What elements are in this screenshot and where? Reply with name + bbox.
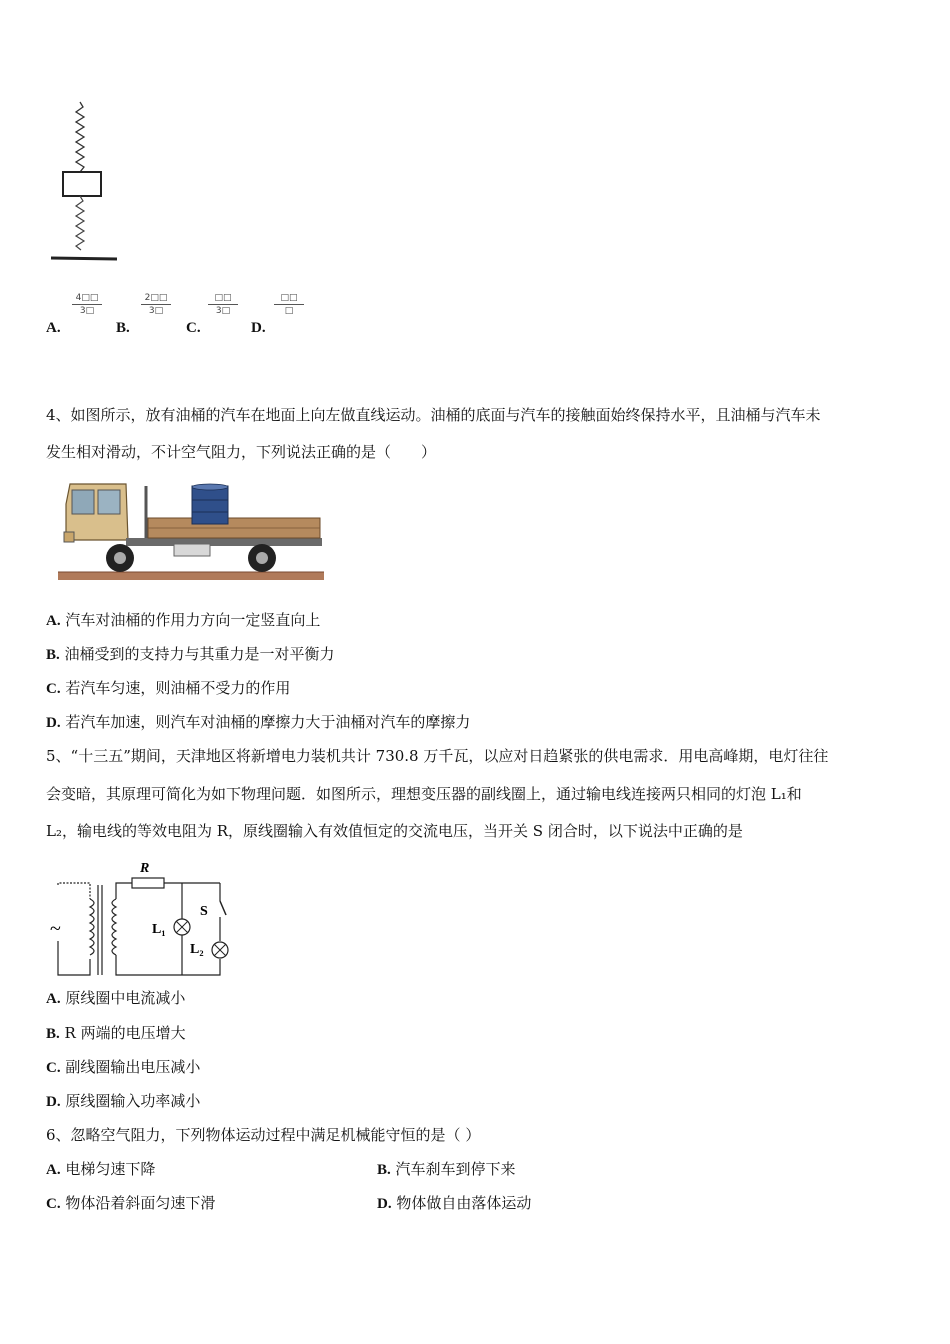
switch-label: S	[200, 904, 208, 919]
q5-option-c	[46, 1057, 200, 1078]
q3-option-a-fraction	[72, 292, 102, 317]
q4-option-b-letter: B.	[46, 647, 60, 663]
q6-stem: 6、忽略空气阻力，下列物体运动过程中满足机械能守恒的是（ ）	[46, 1126, 481, 1144]
q5-option-d	[46, 1091, 200, 1112]
q4-option-a-text: 汽车对油桶的作用力方向一定竖直向上	[65, 611, 321, 629]
q4-option-d-text: 若汽车加速，则汽车对油桶的摩擦力大于油桶对汽车的摩擦力	[65, 713, 471, 731]
q4-option-a	[46, 610, 320, 631]
q4-stem-line1: 4、如图所示，放有油桶的汽车在地面上向左做直线运动。油桶的底面与汽车的接触面始终保持水平，且油桶与汽车未	[46, 406, 821, 424]
lamp-l1-label: L₁	[152, 922, 166, 937]
q4-option-c-text: 若汽车匀速，则油桶不受力的作用	[65, 679, 291, 697]
q3-option-c-denominator: 3□	[215, 306, 231, 316]
resistor-label: R	[140, 861, 150, 876]
q6-option-b-letter: B.	[377, 1162, 391, 1178]
q5-stem-line1: 5、“十三五”期间，天津地区将新增电力装机共计 730.8 万千瓦，以应对日趋紧张的供电需求．用电高峰期，电灯往往	[46, 747, 829, 765]
q3-option-c-numerator: □□	[208, 292, 238, 305]
q5-option-b-letter: B.	[46, 1026, 60, 1042]
truck-figure	[56, 480, 328, 584]
q3-option-c-letter: C.	[186, 320, 201, 336]
ac-source-symbol: ~	[50, 918, 61, 940]
q4-option-d	[46, 712, 470, 733]
q5-option-a	[46, 988, 185, 1009]
q4-option-b-text: 油桶受到的支持力与其重力是一对平衡力	[64, 645, 335, 663]
q3-option-b-fraction	[141, 292, 171, 317]
q6-option-d-text: 物体做自由落体运动	[396, 1194, 532, 1212]
circuit-figure	[44, 855, 234, 980]
q5-option-b-text: R 两端的电压增大	[64, 1024, 186, 1042]
q6-option-c	[46, 1193, 215, 1214]
q6-option-a-letter: A.	[46, 1162, 61, 1178]
q3-option-a-denominator: 3□	[79, 306, 95, 316]
q4-option-c-letter: C.	[46, 681, 61, 697]
q3-option-c-fraction	[208, 292, 238, 317]
lamp-l2-label: L₂	[190, 942, 204, 957]
q3-option-a-numerator: 4□□	[72, 292, 102, 305]
q6-option-d	[377, 1193, 531, 1214]
q6-option-a	[46, 1159, 155, 1180]
q3-option-b-denominator: 3□	[148, 306, 164, 316]
q3-option-b-letter: B.	[116, 320, 130, 336]
q3-option-a-letter: A.	[46, 320, 61, 336]
q3-option-d-denominator: □	[284, 306, 294, 316]
q5-option-d-letter: D.	[46, 1094, 61, 1110]
q4-option-b	[46, 644, 335, 665]
q6-option-b-text: 汽车刹车到停下来	[395, 1160, 516, 1178]
q5-option-a-letter: A.	[46, 991, 61, 1007]
q4-stem-line2: 发生相对滑动，不计空气阻力，下列说法正确的是（ ）	[46, 443, 437, 461]
q6-option-c-text: 物体沿着斜面匀速下滑	[65, 1194, 216, 1212]
q5-stem-line3: L₂，输电线的等效电阻为 R，原线圈输入有效值恒定的交流电压，当开关 S 闭合时，以下说法中正确的是	[46, 822, 743, 840]
q3-option-b-numerator: 2□□	[141, 292, 171, 305]
q4-option-c	[46, 678, 290, 699]
q4-option-a-letter: A.	[46, 613, 61, 629]
q5-option-c-text: 副线圈输出电压减小	[65, 1058, 201, 1076]
q3-option-d-letter: D.	[251, 320, 266, 336]
q6-option-d-letter: D.	[377, 1196, 392, 1212]
spring-block-figure	[45, 98, 125, 268]
q5-option-a-text: 原线圈中电流减小	[65, 989, 186, 1007]
q6-option-b	[377, 1159, 516, 1180]
q5-option-c-letter: C.	[46, 1060, 61, 1076]
q3-option-d-numerator: □□	[274, 292, 304, 305]
q5-option-b	[46, 1023, 186, 1044]
q6-option-a-text: 电梯匀速下降	[65, 1160, 156, 1178]
q4-option-d-letter: D.	[46, 715, 61, 731]
q5-stem-line2: 会变暗，其原理可简化为如下物理问题．如图所示，理想变压器的副线圈上，通过输电线连接两只相同的灯泡 L₁和	[46, 785, 802, 803]
q6-option-c-letter: C.	[46, 1196, 61, 1212]
q3-option-d-fraction	[274, 292, 304, 317]
q5-option-d-text: 原线圈输入功率减小	[65, 1092, 201, 1110]
